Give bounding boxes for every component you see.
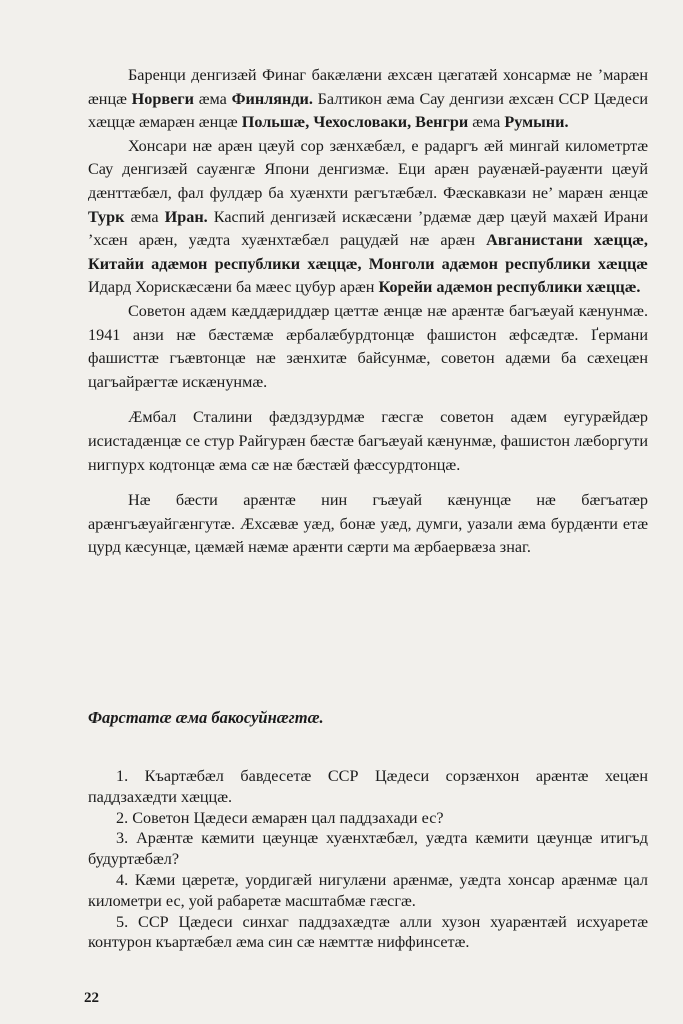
- text-run: Балтикон æма Сау денгизи æхсæн ССР Цæдеси хæццæ æмарæн æнцæ: [88, 89, 648, 132]
- text-run: Идард Хорискæсæни ба мæес цубур арæн: [88, 278, 379, 297]
- body-text: [88, 64, 648, 560]
- questions-list: [88, 766, 648, 953]
- text-run: Нæ бæсти арæнтæ нин гъæуай кæнунцæ нæ бæгъатæр арæнгъæуайгæнгутæ. Æхсæвæ уæд, бонæ уæд, думги, уазали æма бурдæнти етæ цурд кæсунцæ, цæмæй нæмæ арæнти сæрти ма æрбаервæза знаг.: [88, 491, 648, 557]
- bold-text: Польшæ, Чехословаки, Венгри: [241, 113, 469, 132]
- bold-text: Турк: [88, 207, 125, 226]
- bold-text: Корейи адæмон республики хæццæ.: [378, 278, 641, 297]
- bold-text: Иран.: [164, 207, 208, 226]
- question-item: 1. Къартæбæл бавдесетæ ССР Цæдеси сорзæнхон арæнтæ хецæн паддзахæдти хæццæ.: [88, 767, 648, 806]
- question-item: 5. ССР Цæдеси синхаг паддзахæдтæ алли хузон хуарæнтæй исхуаретæ контурон къартæбæл æма син сæ нæмттæ ниффинсетæ.: [88, 912, 648, 952]
- page-number: 22: [84, 990, 99, 1006]
- section-heading: Фарстатæ æма бакосуйнæгтæ.: [88, 708, 324, 727]
- text-run: Каспий денгизæй искæсæни ’рдæмæ дæр цæуй махæй Ирани ’хсæн арæн, уæдта хуæнхтæбæл рацудæй нæ арæн: [88, 207, 648, 250]
- text-run: æма: [468, 113, 505, 132]
- text-run: Баренци денгизæй Финаг бакæлæни æхсæн цæгатæй хонсармæ не ’марæн æнцæ: [88, 66, 648, 108]
- question-item: 4. Кæми цæретæ, уордигæй нигулæни арæнмæ, уæдта хонсар арæнмæ цал километри ес, уой рабаретæ масштабмæ гæсгæ.: [88, 870, 648, 910]
- paragraph: [88, 300, 648, 394]
- paragraph: [88, 135, 648, 300]
- bold-text: Финлянди.: [231, 89, 313, 108]
- text-run: Хонсари нæ арæн цæуй сор зæнхæбæл, е радаргъ æй мингай километртæ Сау денгизæй сауæнгæ Япони денгизмæ. Еци арæн рауæнæй-рауæнти цæуй дæнттæбæл, фал фулдæр ба хуæнхти рæгътæбæл. Фæскавкази не’ марæн æнцæ: [88, 136, 648, 202]
- question-item: 3. Арæнтæ кæмити цæунцæ хуæнхтæбæл, уæдта кæмити цæунцæ итигъд будуртæбæл?: [88, 829, 648, 869]
- paragraph: [88, 489, 648, 560]
- bold-text: Авганистани хæццæ, Китайи адæмон республики хæццæ, Монголи адæмон республики хæццæ: [88, 231, 648, 273]
- paragraph: [88, 406, 648, 477]
- bold-text: Румыни.: [504, 113, 569, 132]
- bold-text: Норвеги: [131, 89, 194, 108]
- question-item: 2. Советон Цæдеси æмарæн цал паддзахади ес?: [116, 808, 444, 827]
- text-run: Æмбал Сталини фæдздзурдмæ гæсгæ советон адæм еугурæйдæр исистадæнцæ се стур Райгурæн бæстæ багъæуай кæнунмæ, фашистон лæборгути нигпурх кодтонцæ æма сæ нæ бæстæй фæссурдтонцæ.: [88, 408, 648, 474]
- paragraph: [88, 64, 648, 135]
- text-run: æма: [193, 89, 232, 108]
- text-run: Советон адæм кæддæриддæр цæттæ æнцæ нæ арæнтæ багъæуай кæнунмæ. 1941 анзи нæ бæстæмæ æрбалæбурдтонцæ фашистон æфсæдтæ. Ґермани фашисттæ гъæвтонцæ нæ зæнхитæ байсунмæ, советон адæми ба сæхецæн цагъайрæгтæ искæнунмæ.: [88, 301, 648, 391]
- text-run: æма: [124, 207, 165, 226]
